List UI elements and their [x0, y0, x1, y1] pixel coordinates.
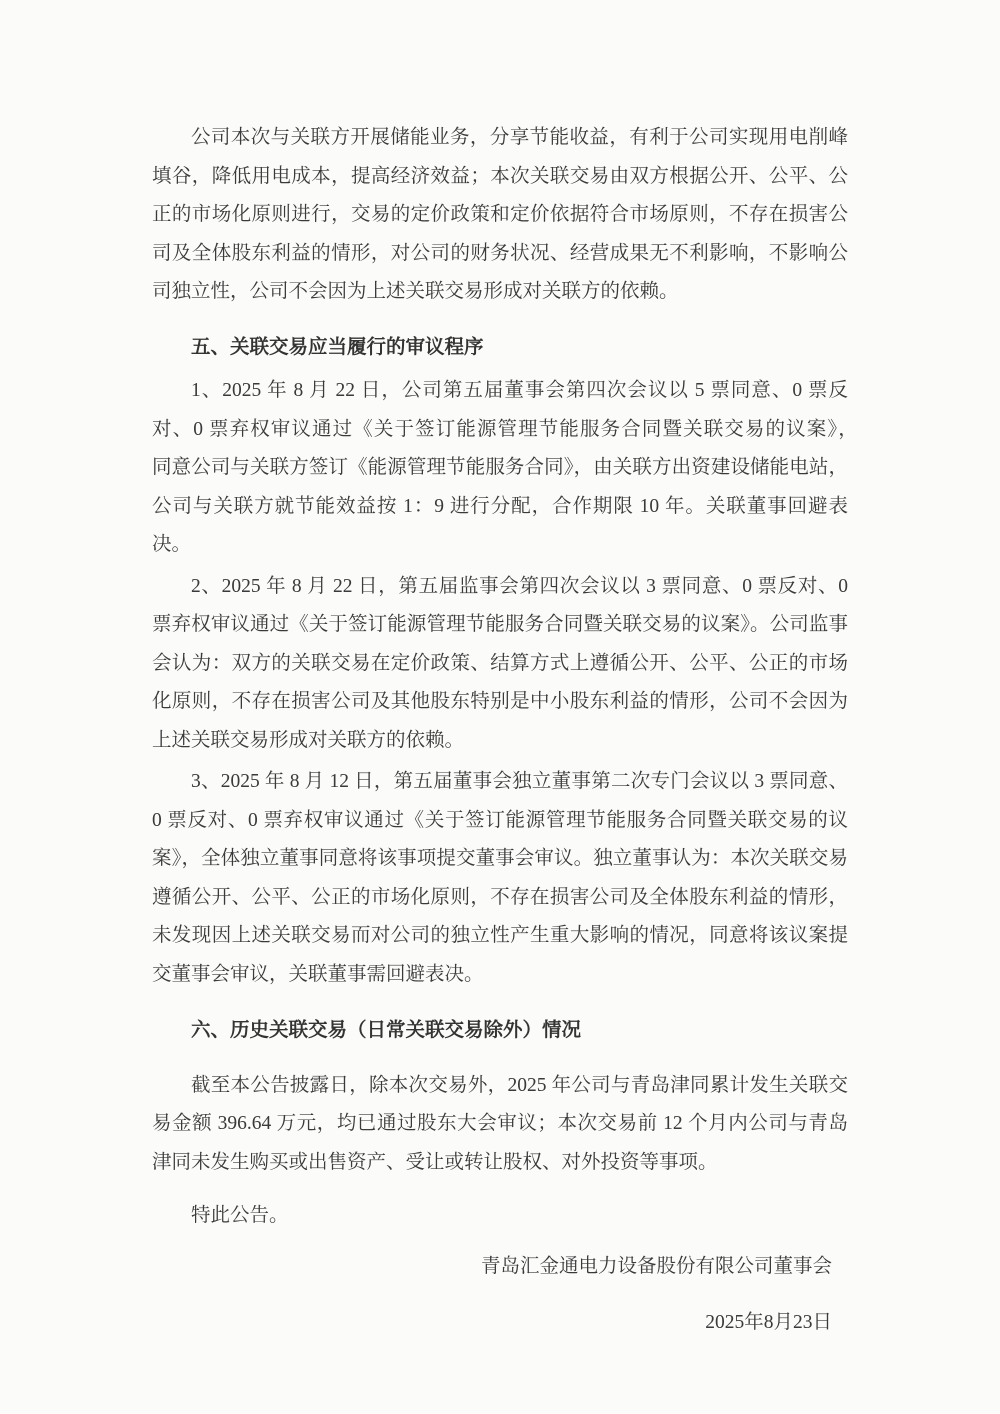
section-heading-5: 五、关联交易应当履行的审议程序 — [191, 336, 484, 358]
signature-line: 青岛汇金通电力设备股份有限公司董事会 — [480, 1255, 832, 1277]
paragraph-independent-directors: 3、2025 年 8 月 12 日，第五届董事会独立董事第二次专门会议以 3 票同意、0 票反对、0 票弃权审议通过《关于签订能源管理节能服务合同暨关联交易的议案》，全体独立董事同意将该事项提交董事会审议。独立董事认为：本次关联交易遵循公开、公平、公正的市场化原则，不存在损害公司及全体股东利益的情形，未发现因上述关联交易而对公司的独立性产生重大影响的情况，同意将该议案提交董事会审议，关联董事需回避表决。 — [152, 771, 848, 985]
section-heading-6: 六、历史关联交易（日常关联交易除外）情况 — [191, 1020, 582, 1041]
paragraph-historical-transactions: 截至本公告披露日，除本次交易外，2025 年公司与青岛津同累计发生关联交易金额 396.64 万元，均已通过股东大会审议；本次交易前 12 个月内公司与青岛津同未发生购买或出售资产、受让或转让股权、对外投资等事项。 — [152, 1074, 848, 1173]
paragraph-board-meeting: 1、2025 年 8 月 22 日，公司第五届董事会第四次会议以 5 票同意、0 票反对、0 票弃权审议通过《关于签订能源管理节能服务合同暨关联交易的议案》， 同意公司与关联方签订《能源管理节能服务合同》，由关联方出资建设储能电站，公司与关联方就节能效益按 1：9 进行分配，合作期限 10 年。关联董事回避表决。 — [152, 380, 868, 555]
date-line: 2025年8月23日 — [705, 1312, 832, 1333]
paragraph-intro: 公司本次与关联方开展储能业务，分享节能收益，有利于公司实现用电削峰填谷，降低用电成本，提高经济效益；本次关联交易由双方根据公开、公平、公正的市场化原则进行，交易的定价政策和定价依据符合市场原则，不存在损害公司及全体股东利益的情形，对公司的财务状况、经营成果无不利影响，不影响公司独立性，公司不会因为上述关联交易形成对关联方的依赖。 — [152, 127, 848, 302]
paragraph-supervisory-meeting: 2、2025 年 8 月 22 日，第五届监事会第四次会议以 3 票同意、0 票反对、0 票弃权审议通过《关于签订能源管理节能服务合同暨关联交易的议案》。公司监事会认为：双方的关联交易在定价政策、结算方式上遵循公开、公平、公正的市场化原则，不存在损害公司及其他股东特别是中小股东利益的情形，公司不会因为上述关联交易形成对关联方的依赖。 — [152, 575, 848, 751]
closing-statement: 特此公告。 — [191, 1205, 289, 1226]
